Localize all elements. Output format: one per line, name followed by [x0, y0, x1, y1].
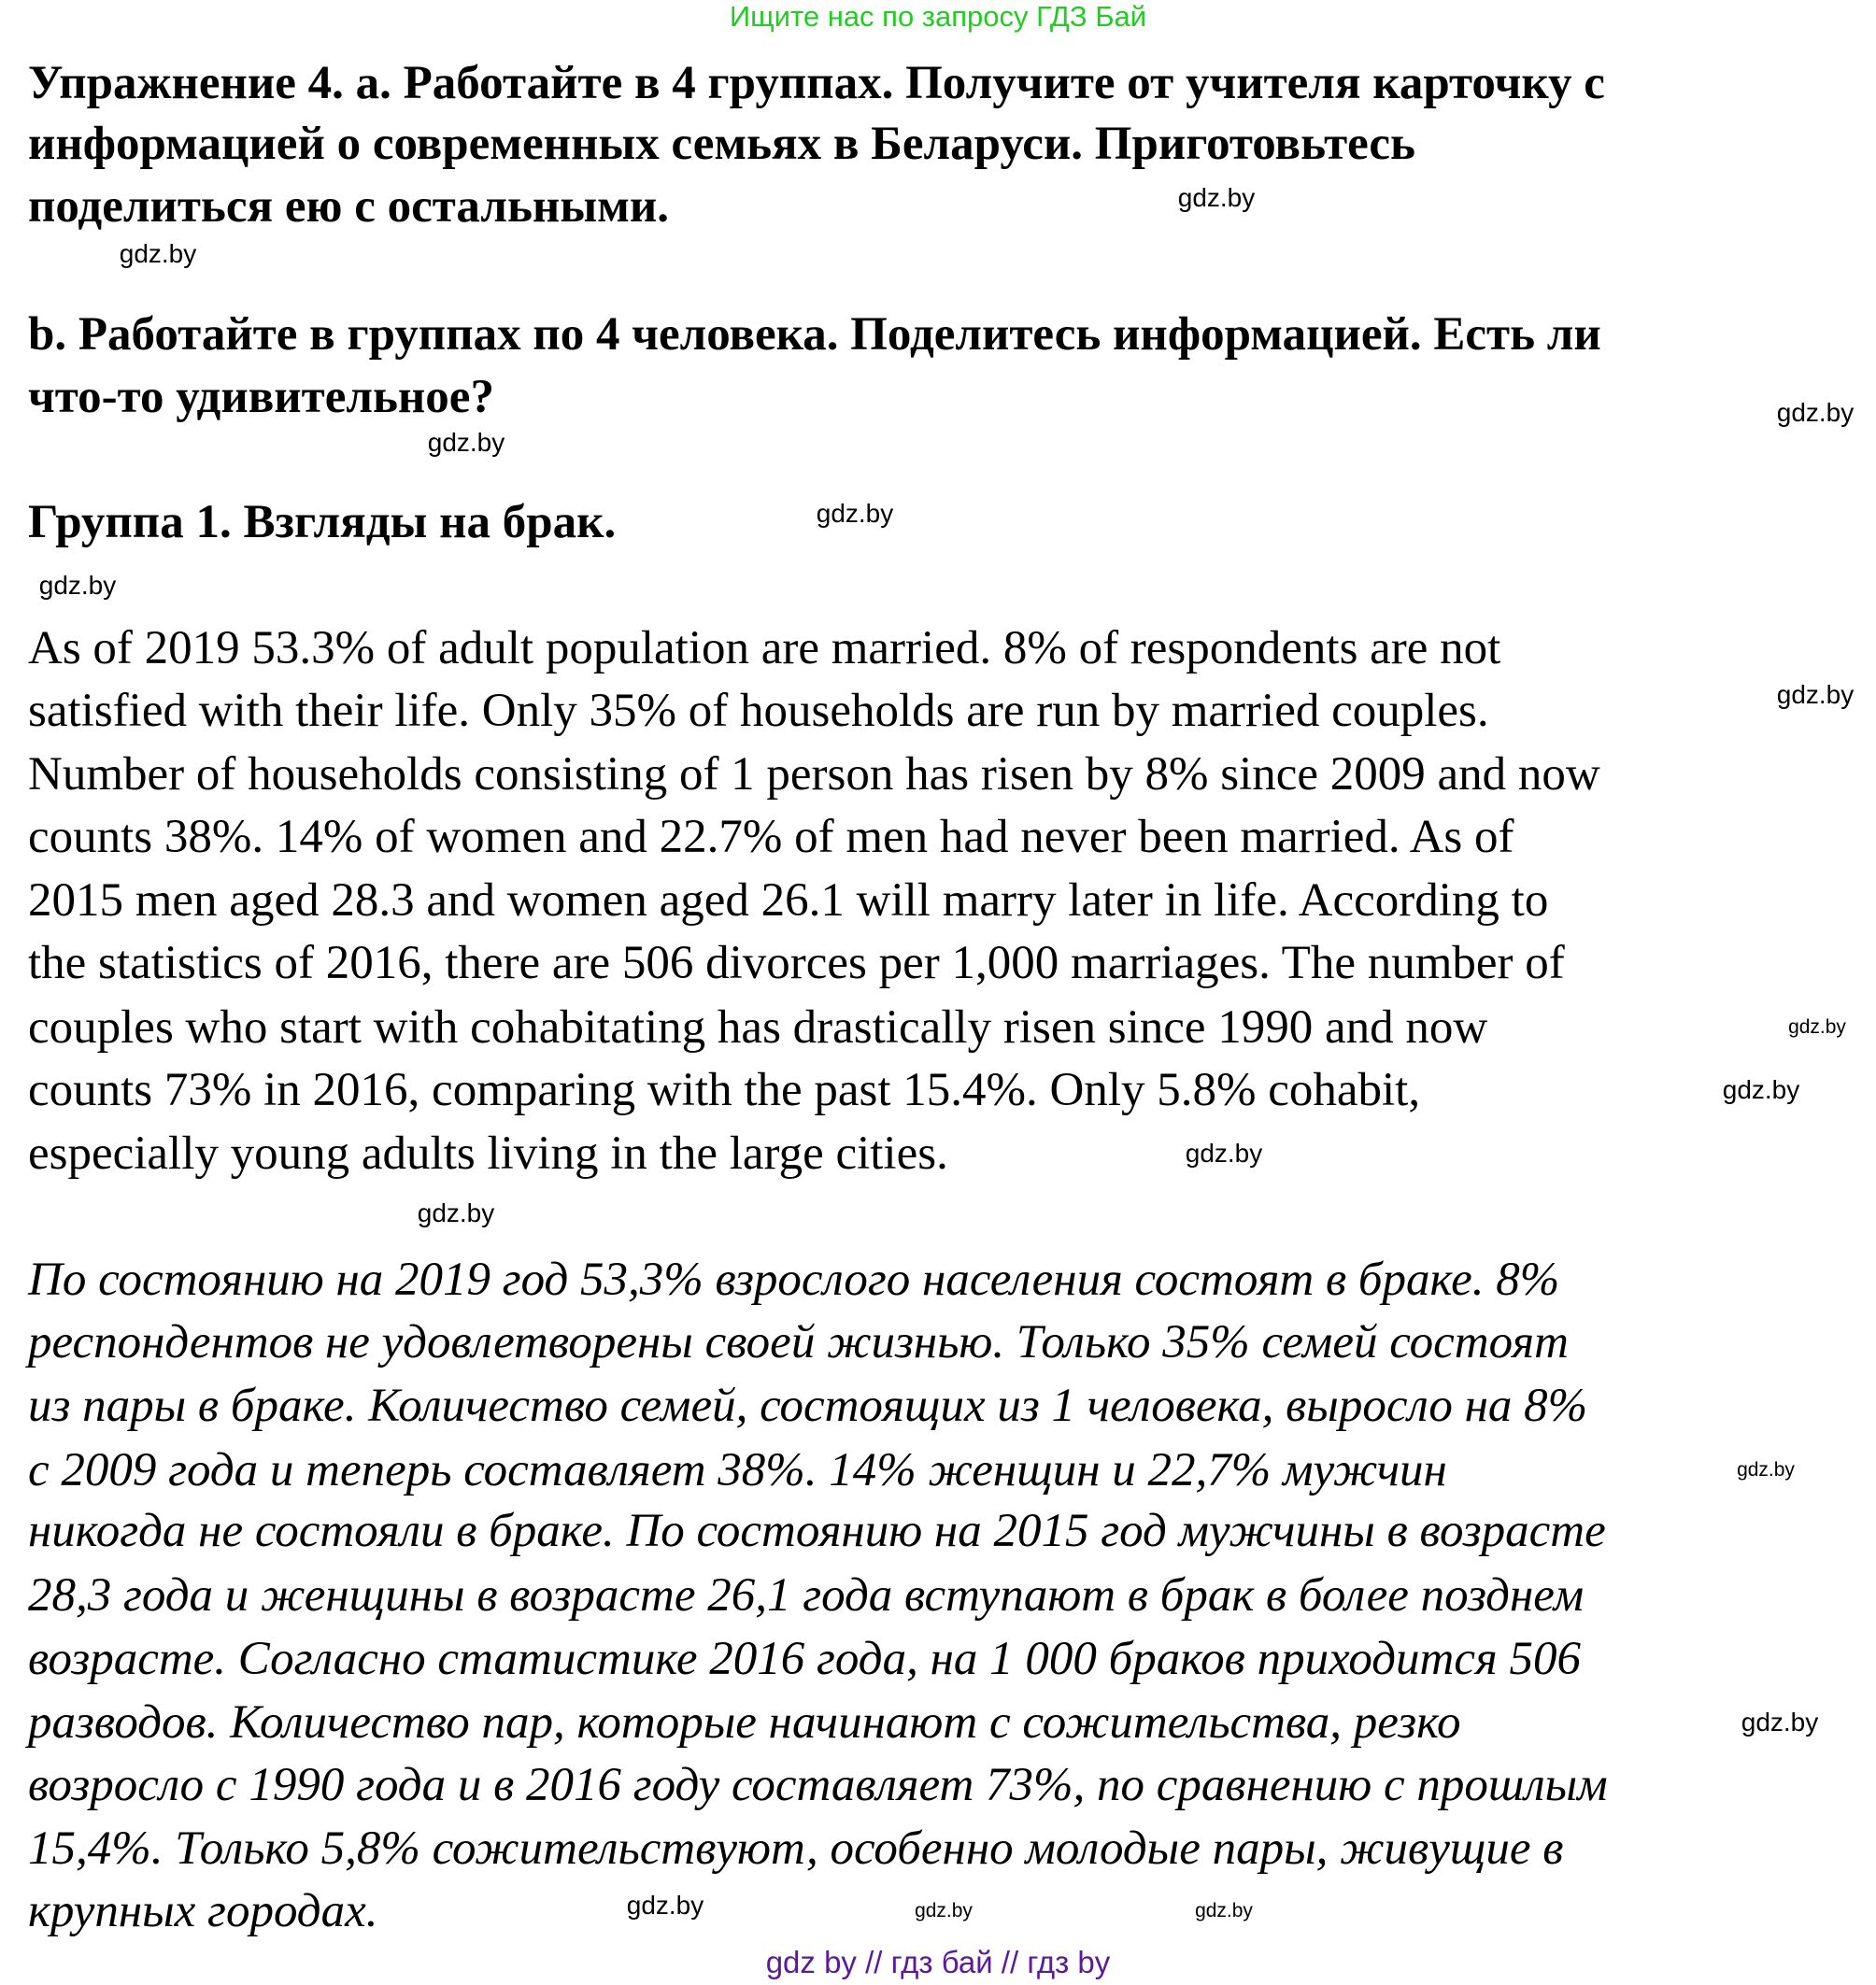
- watermark: gdz.by: [417, 1198, 495, 1227]
- english-text-line: the statistics of 2016, there are 506 divorces per 1,000 marriages. The number of: [28, 937, 1565, 989]
- russian-text-line: с 2009 года и теперь составляет 38%. 14% женщин и 22,7% мужчин: [28, 1444, 1447, 1496]
- watermark: gdz.by: [427, 428, 505, 457]
- russian-text-line: возросло с 1990 года и в 2016 году составляет 73%, по сравнению с прошлым: [28, 1759, 1608, 1811]
- russian-text-line: из пары в браке. Количество семей, состоящих из 1 человека, выросло на 8%: [28, 1380, 1588, 1432]
- exercise-heading-line: информацией о современных семьях в Беларуси. Приготовьтесь: [28, 118, 1416, 170]
- watermark: gdz.by: [119, 239, 197, 268]
- footer-links: gdz by // гдз бай // гдз by: [765, 1945, 1111, 1979]
- english-text-line: counts 73% in 2016, comparing with the past 15.4%. Only 5.8% cohabit,: [28, 1064, 1421, 1116]
- russian-text-line: разводов. Количество пар, которые начинают с сожительства, резко: [28, 1696, 1461, 1749]
- russian-text-line: никогда не состояли в браке. По состоянию на 2015 год мужчины в возрасте: [28, 1505, 1606, 1557]
- search-banner: Ищите нас по запросу ГДЗ Бай: [729, 0, 1147, 33]
- watermark: gdz.by: [1776, 680, 1855, 709]
- english-text-line: especially young adults living in the large cities.: [28, 1127, 948, 1180]
- english-text-line: counts 38%. 14% of women and 22.7% of men had never been married. As of: [28, 811, 1514, 863]
- english-text-line: couples who start with cohabitating has drastically risen since 1990 and now: [28, 1001, 1488, 1054]
- watermark: gdz.by: [1177, 183, 1256, 212]
- english-text-line: satisfied with their life. Only 35% of households are run by married couples.: [28, 685, 1489, 737]
- exercise-heading-line: поделиться ею с остальными.: [28, 180, 670, 233]
- english-text-line: As of 2019 53.3% of adult population are married. 8% of respondents are not: [28, 622, 1501, 674]
- russian-text-line: 28,3 года и женщины в возрасте 26,1 года вступают в брак в более позднем: [28, 1569, 1585, 1622]
- watermark: gdz.by: [1788, 1016, 1846, 1038]
- task-b-line: что-то удивительное?: [28, 371, 494, 423]
- watermark: gdz.by: [915, 1900, 973, 1921]
- english-text-line: 2015 men aged 28.3 and women aged 26.1 will marry later in life. According to: [28, 874, 1549, 927]
- watermark: gdz.by: [38, 571, 117, 600]
- russian-text-line: 15,4%. Только 5,8% сожительствуют, особенно молодые пары, живущие в: [28, 1822, 1564, 1875]
- watermark: gdz.by: [816, 499, 894, 528]
- russian-text-line: По состоянию на 2019 год 53,3% взрослого населения состоят в браке. 8%: [28, 1254, 1560, 1306]
- russian-text-line: возрасте. Согласно статистике 2016 года, на 1 000 браков приходится 506: [28, 1633, 1581, 1685]
- watermark: gdz.by: [1741, 1708, 1819, 1737]
- exercise-heading-line: Упражнение 4. a. Работайте в 4 группах. Получите от учителя карточку с: [28, 57, 1605, 109]
- group-title: Группа 1. Взгляды на брак.: [28, 496, 617, 548]
- english-text-line: Number of households consisting of 1 person has risen by 8% since 2009 and now: [28, 748, 1600, 801]
- russian-text-line: крупных городах.: [28, 1885, 378, 1937]
- watermark: gdz.by: [1195, 1900, 1253, 1921]
- russian-text-line: респондентов не удовлетворены своей жизнью. Только 35% семей состоят: [28, 1316, 1569, 1368]
- watermark: gdz.by: [1185, 1139, 1263, 1168]
- watermark: gdz.by: [1722, 1075, 1800, 1104]
- task-b-line: b. Работайте в группах по 4 человека. Поделитесь информацией. Есть ли: [28, 308, 1601, 361]
- watermark: gdz.by: [1776, 398, 1855, 427]
- watermark: gdz.by: [626, 1891, 704, 1920]
- watermark: gdz.by: [1737, 1459, 1795, 1481]
